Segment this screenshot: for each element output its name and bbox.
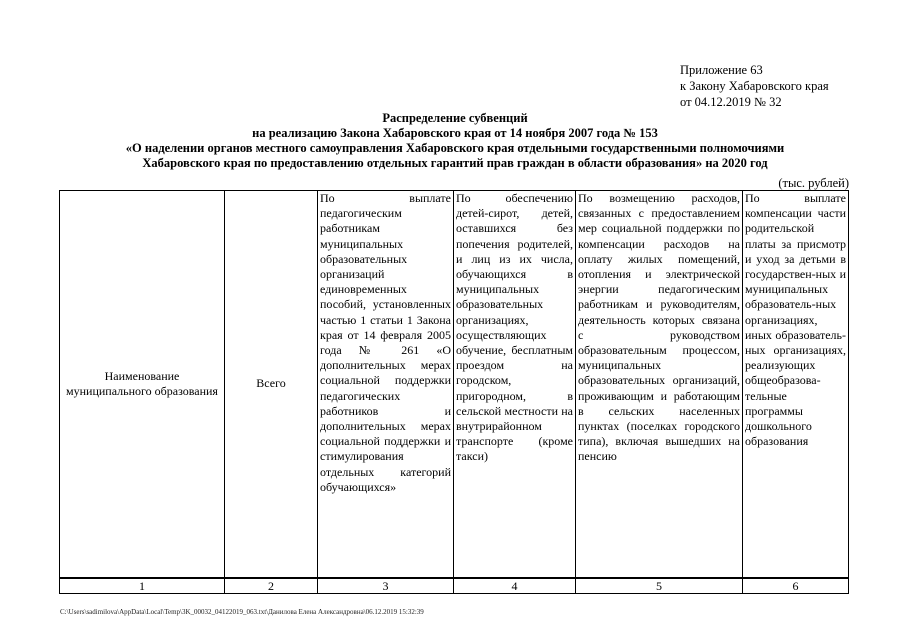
header-col-4: По обеспечению детей-сирот, детей, оставшихся без попечения родителей, и лиц из их числа, обучающихся в муниципальных образовательных организациях, осуществляющих обучение, бесплатным проездом на городском, пригородном, в сельской местности на внутрирайонном транспорте (кроме такси) — [454, 191, 576, 578]
column-number: 1 — [60, 578, 225, 594]
appendix-note — [680, 62, 829, 110]
table-header-row — [60, 191, 849, 578]
header-col-5: По возмещению расходов, связанных с предоставлением мер социальной поддержки по компенсации расходов на оплату жилых помещений, отопления и электрической энергии педагогическим работникам и руководителям, деятельность которых связана с руководством образовательным процессом, муниципальных образовательных организаций, проживающим и работающим в сельских населенных пунктах (поселках городского типа), включая вышедших на пенсию — [576, 191, 743, 578]
title-line-1: Распределение субвенций — [382, 111, 528, 125]
subsidy-table — [59, 190, 849, 594]
appendix-line-3: от 04.12.2019 № 32 — [680, 95, 782, 109]
header-municipality: Наименование муниципального образования — [60, 191, 225, 578]
title-line-4: Хабаровского края по предоставлению отдельных гарантий прав граждан в области образования» на 2020 год — [142, 156, 768, 170]
appendix-line-2: к Закону Хабаровского края — [680, 79, 829, 93]
title-line-3: «О наделении органов местного самоуправления Хабаровского края отдельными государственными полномочиями — [125, 141, 785, 155]
header-col-3: По выплате педагогическим работникам муниципальных образовательных организаций единовременных пособий, установленных частью 1 статьи 1 Закона края от 14 февраля 2005 года № 261 «О дополнительных мерах социальной поддержки педагогических работников и дополнительных мерах социальной поддержки и стимулирования отдельных категорий обучающихся» — [318, 191, 454, 578]
header-total: Всего — [225, 191, 318, 578]
title-line-2: на реализацию Закона Хабаровского края от 14 ноября 2007 года № 153 — [252, 126, 658, 140]
column-number: 2 — [225, 578, 318, 594]
column-number: 3 — [318, 578, 454, 594]
table-row — [60, 578, 849, 594]
units-label: (тыс. рублей) — [778, 176, 849, 190]
document-title — [60, 111, 850, 171]
column-number: 4 — [454, 578, 576, 594]
appendix-line-1: Приложение 63 — [680, 63, 763, 77]
file-path-footer: C:\Users\sadimilova\AppData\Local\Temp\3K_00032_04122019_063.txt\Данилова Елена Александровна\06.12.2019 15:32:39 — [60, 608, 424, 616]
header-col-6: По выплате компенсации части родительской платы за присмотр и уход за детьми в государствен-ных и муниципальных образователь-ных организациях, иных образователь-ных организациях, реализующих общеобразова-тельные программы дошкольного образования — [743, 191, 849, 578]
column-number: 5 — [576, 578, 743, 594]
column-number: 6 — [743, 578, 849, 594]
